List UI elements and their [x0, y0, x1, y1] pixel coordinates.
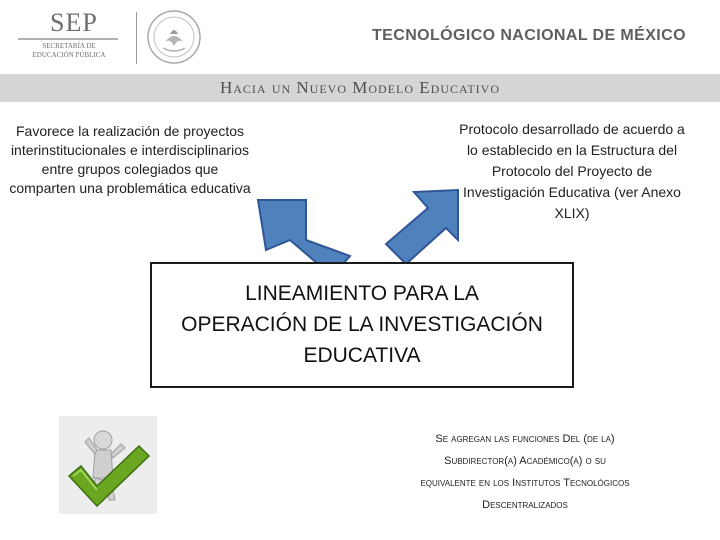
main-title-line3: EDUCATIVA — [303, 344, 421, 367]
note-line3: equivalente en los Institutos Tecnológicos — [420, 477, 630, 489]
note-line4: Descentralizados — [482, 499, 568, 511]
main-guideline-title — [152, 278, 572, 371]
main-guideline-box — [150, 262, 574, 388]
main-title-line2: OPERACIÓN DE LA INVESTIGACIÓN — [181, 313, 543, 336]
sep-subtitle-line2: EDUCACIÓN PÚBLICA — [32, 51, 106, 59]
main-title-line1: LINEAMIENTO PARA LA — [245, 282, 479, 305]
sep-divider-line — [18, 38, 118, 40]
mexico-seal-icon — [145, 8, 203, 66]
header — [0, 0, 720, 74]
banner — [0, 74, 720, 102]
note-line2: Subdirector(a) Académico(a) o su — [444, 455, 606, 467]
right-description: Protocolo desarrollado de acuerdo a lo establecido en la Estructura del Protocolo del Proyecto de Investigación Educativa (ver Anexo XLIX) — [459, 121, 685, 221]
sep-subtitle — [24, 42, 114, 60]
banner-text: Hacia un Nuevo Modelo Educativo — [219, 78, 501, 97]
success-figure-image — [59, 416, 157, 514]
institution-title: TECNOLÓGICO NACIONAL DE MÉXICO — [372, 27, 686, 44]
functions-note — [362, 428, 688, 516]
left-description: Favorece la realización de proyectos interinstitucionales e interdisciplinarios entre grupos colegiados que comparten una problemática educativa — [9, 123, 251, 196]
sep-title: SEP — [50, 8, 98, 37]
arrow-up-right-icon — [386, 190, 458, 264]
thumbs-up-checkmark-icon — [59, 416, 157, 514]
header-divider — [136, 12, 137, 64]
sep-subtitle-line1: SECRETARÍA DE — [42, 42, 96, 50]
note-line1: Se agregan las funciones Del (de la) — [435, 433, 615, 445]
